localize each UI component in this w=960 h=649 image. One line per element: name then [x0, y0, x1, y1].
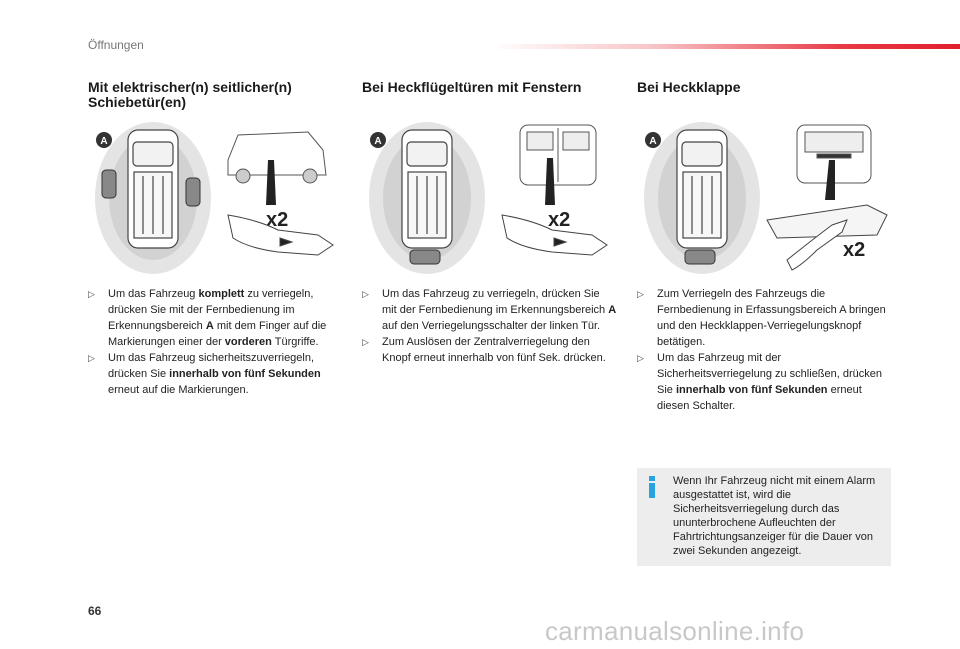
- bullet-triangle-icon: ▷: [362, 289, 369, 299]
- zone-badge-label: A: [649, 136, 657, 147]
- column-title-tailgate: Bei Heckklappe: [637, 79, 741, 95]
- column-title-rear-wing-doors: Bei Heckflügeltüren mit Fenstern: [362, 79, 582, 95]
- bullet-triangle-icon: ▷: [637, 289, 644, 299]
- illustration-rear-wing-doors: [362, 120, 622, 280]
- illustration-sliding-door: [88, 120, 348, 280]
- info-text: Wenn Ihr Fahrzeug nicht mit einem Alarm ausgestattet ist, wird die Sicherheitsverriegelung durch das ununterbrochene Aufleuchten der Fahrtrichtungsanzeiger für die Dauer von zwei Sekunden angezeigt.: [673, 475, 876, 557]
- bullet-triangle-icon: ▷: [362, 337, 369, 347]
- zone-badge-label: A: [100, 136, 108, 147]
- info-icon: [647, 476, 657, 498]
- column-title-sliding-door: Mit elektrischer(n) seitlicher(n) Schiebetür(en): [88, 79, 292, 110]
- remote-key: [685, 250, 715, 264]
- remote-key-right: [186, 178, 200, 206]
- van-top-view: [402, 130, 452, 248]
- van-rear-view: [520, 125, 596, 185]
- info-box: [637, 468, 891, 566]
- section-header: Öffnungen: [88, 38, 144, 52]
- zone-badge-label: A: [374, 136, 382, 147]
- bullet-triangle-icon: ▷: [88, 289, 95, 299]
- page-number: 66: [88, 604, 102, 618]
- bullet-triangle-icon: ▷: [637, 353, 644, 363]
- header-accent-bar: [490, 44, 960, 49]
- bullet-item: ▷ Zum Verriegeln des Fahrzeugs die Fernbedienung in Erfassungsbereich A bringen und den Heckklappen-Verriegelungsknopf betätigen.: [637, 288, 886, 348]
- van-side-view: [228, 132, 326, 183]
- watermark: carmanualsonline.info: [545, 616, 805, 646]
- instruction-list-rear-wing-doors: [362, 286, 617, 366]
- bullet-item: ▷ Um das Fahrzeug mit der Sicherheitsverriegelung zu schließen, drücken Sie innerhalb von fünf Sekunden erneut diesen Schalter.: [637, 352, 883, 412]
- bullet-item: ▷ Um das Fahrzeug komplett zu verriegeln, drücken Sie mit der Fernbedienung im Erkennungsbereich A mit dem Finger auf die Markierungen einer der vorderen Türgriffe.: [88, 288, 327, 348]
- press-count: x2: [843, 239, 866, 261]
- instruction-list-tailgate: [637, 286, 897, 414]
- remote-key-left: [102, 170, 116, 198]
- van-top-view: [128, 130, 178, 248]
- illustration-tailgate: [637, 120, 897, 280]
- bullet-triangle-icon: ▷: [88, 353, 95, 363]
- press-count: x2: [266, 209, 289, 231]
- bullet-item: ▷ Um das Fahrzeug zu verriegeln, drücken Sie mit der Fernbedienung im Erkennungsbereich A auf den Verriegelungsschalter der linken Tür.: [362, 288, 617, 332]
- bullet-item: ▷ Zum Auslösen der Zentralverriegelung den Knopf erneut innerhalb von fünf Sek. drücken.: [362, 336, 606, 364]
- bullet-item: ▷ Um das Fahrzeug sicherheitszuverriegeln, drücken Sie innerhalb von fünf Sekunden erneut auf die Markierungen.: [88, 352, 321, 396]
- instruction-list-sliding-door: [88, 286, 350, 398]
- press-count: x2: [548, 209, 571, 231]
- van-top-view: [677, 130, 727, 248]
- remote-key: [410, 250, 440, 264]
- hand-on-tailgate-switch: [767, 205, 887, 270]
